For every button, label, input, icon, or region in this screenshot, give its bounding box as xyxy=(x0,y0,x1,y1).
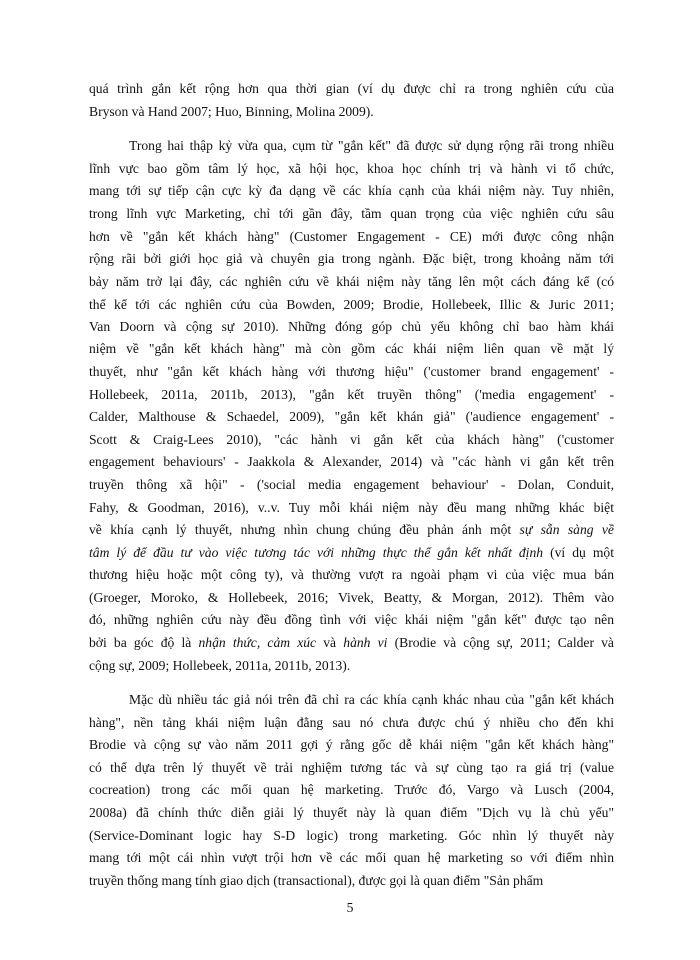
text-line xyxy=(89,519,614,541)
text-line xyxy=(89,757,614,779)
text-line xyxy=(89,158,614,180)
text-segment: truyền thống mang tính giao dịch (transactional), được gọi là quan điểm "Sản phẩm xyxy=(89,873,544,888)
text-segment: Brodie và cộng sự vào năm 2011 gợi ý rằng gốc dễ khái niệm "gắn kết khách hàng" xyxy=(89,737,614,752)
text-segment: 2008a) đã chính thức diễn giải lý thuyết này là quan điểm "Dịch vụ là chủ yếu" xyxy=(89,805,614,820)
text-line xyxy=(89,248,614,270)
page-number: 5 xyxy=(346,900,354,915)
text-line xyxy=(89,180,614,202)
text-segment: mang tới một cái nhìn vượt trội hơn về các mối quan hệ marketing so với điểm nhìn xyxy=(89,850,614,865)
text-segment: Bryson và Hand 2007; Huo, Binning, Molina 2009). xyxy=(89,104,374,119)
text-line xyxy=(89,338,614,360)
text-segment: có thể dựa trên lý thuyết về trải nghiệm tương tác và sự cùng tạo ra giá trị (value xyxy=(89,760,614,775)
text-line xyxy=(129,135,614,157)
text-line xyxy=(89,384,614,406)
text-line xyxy=(89,712,614,734)
text-segment: Van Doorn và cộng sự 2010). Những đóng góp chủ yếu không chỉ bao hàm khái xyxy=(89,319,614,334)
text-line xyxy=(89,78,614,100)
text-segment: đó, những nghiên cứu này đều đồng tình với việc khái niệm "gắn kết" được tạo nên xyxy=(89,612,614,627)
text-segment: rộng rãi bởi giới học giả và chuyên gia trong ngành. Đặc biệt, trong khoảng năm tới xyxy=(89,251,614,266)
text-line xyxy=(89,451,614,473)
text-line xyxy=(89,429,614,451)
text-line xyxy=(89,632,614,654)
text-segment: về khía cạnh lý thuyết, nhưng nhìn chung chúng đều phản ánh một xyxy=(89,522,520,537)
text-line xyxy=(89,294,614,316)
text-segment: thuyết, như "gắn kết khách hàng với thương hiệu" ('customer brand engagement' - xyxy=(89,364,614,379)
text-line xyxy=(89,497,614,519)
text-segment: Mặc dù nhiều tác giả nói trên đã chỉ ra các khía cạnh khác nhau của "gắn kết khách xyxy=(129,692,614,707)
text-segment: (ví dụ một xyxy=(543,545,614,560)
text-segment: bởi ba góc độ là xyxy=(89,635,199,650)
text-segment: thể kể tới các nghiên cứu của Bowden, 2009; Brodie, Hollebeek, Illic & Juric 2011; xyxy=(89,297,614,312)
text-segment: Scott & Craig-Lees 2010), "các hành vi gắn kết của khách hàng" ('customer xyxy=(89,432,614,447)
text-segment: lĩnh vực bao gồm tâm lý học, xã hội học, khoa học chính trị và hành vi tổ chức, xyxy=(89,161,614,176)
text-line xyxy=(89,655,614,677)
text-segment: cocreation) trong các mối quan hệ marketing. Trước đó, Vargo và Lusch (2004, xyxy=(89,782,614,797)
text-line xyxy=(89,406,614,428)
text-segment: hơn về "gắn kết khách hàng" (Customer Engagement - CE) mới được công nhận xyxy=(89,229,614,244)
text-line xyxy=(89,361,614,383)
emphasis-text: tâm lý để đầu tư vào việc tương tác với những thực thể gắn kết nhất định xyxy=(89,545,544,560)
text-segment: engagement behaviours' - Jaakkola & Alexander, 2014) và "các hành vi gắn kết trên xyxy=(89,454,614,469)
text-line xyxy=(89,271,614,293)
text-line xyxy=(89,609,614,631)
emphasis-text: hành vi xyxy=(343,635,388,650)
text-line xyxy=(89,870,614,892)
text-segment: Calder, Malthouse & Schaedel, 2009), "gắn kết khán giả" ('audience engagement' - xyxy=(89,409,614,424)
text-segment: cộng sự, 2009; Hollebeek, 2011a, 2011b, 2013). xyxy=(89,658,351,673)
text-segment: niệm về "gắn kết khách hàng" mà còn gồm các khái niệm liên quan về mặt lý xyxy=(89,341,614,356)
text-line xyxy=(89,847,614,869)
text-segment: (Brodie và cộng sự, 2011; Calder và xyxy=(387,635,614,650)
text-line xyxy=(89,564,614,586)
text-line xyxy=(89,474,614,496)
text-line xyxy=(89,101,614,123)
text-line xyxy=(89,316,614,338)
emphasis-text: sự sẵn sàng về xyxy=(519,522,614,537)
text-segment: truyền thông xã hội" - ('social media engagement behaviour' - Dolan, Conduit, xyxy=(89,477,614,492)
text-segment: Trong hai thập kỷ vừa qua, cụm từ "gắn kết" đã được sử dụng rộng rãi trong nhiều xyxy=(129,138,614,153)
text-line xyxy=(89,802,614,824)
text-line xyxy=(89,734,614,756)
text-segment: mang tới sự tiếp cận cực kỳ đa dạng về các khía cạnh của khái niệm này. Tuy nhiên, xyxy=(89,183,614,198)
text-segment: Hollebeek, 2011a, 2011b, 2013), "gắn kết truyền thông" ('media engagement' - xyxy=(89,387,614,402)
text-line xyxy=(89,203,614,225)
text-line xyxy=(129,689,614,711)
text-line xyxy=(89,825,614,847)
text-segment: Fahy, & Goodman, 2016), v..v. Tuy mỗi khái niệm này đều mang những khác biệt xyxy=(89,500,614,515)
text-segment: quá trình gắn kết rộng hơn qua thời gian (ví dụ được chỉ ra trong nghiên cứu của xyxy=(89,81,614,96)
text-segment: và xyxy=(316,635,344,650)
text-segment: bảy năm trở lại đây, các nghiên cứu về khái niệm này tăng lên một cách đáng kể (có xyxy=(89,274,614,289)
text-segment: trong lĩnh vực Marketing, chỉ tới gần đây, tầm quan trọng của việc nghiên cứu sâu xyxy=(89,206,614,221)
text-line xyxy=(89,542,614,564)
text-segment: hàng", nền tảng khái niệm luận đằng sau nó chưa được chú ý nhiều cho đến khi xyxy=(89,715,614,730)
text-line xyxy=(89,587,614,609)
text-segment: thương hiệu hoặc một công ty), và thường vượt ra ngoài phạm vi của việc mua bán xyxy=(89,567,614,582)
text-segment: (Groeger, Moroko, & Hollebeek, 2016; Vivek, Beatty, & Morgan, 2012). Thêm vào xyxy=(89,590,614,605)
text-line xyxy=(89,779,614,801)
text-line xyxy=(89,226,614,248)
text-segment: (Service-Dominant logic hay S-D logic) trong marketing. Góc nhìn lý thuyết này xyxy=(89,828,614,843)
emphasis-text: nhận thức, cảm xúc xyxy=(198,635,317,650)
